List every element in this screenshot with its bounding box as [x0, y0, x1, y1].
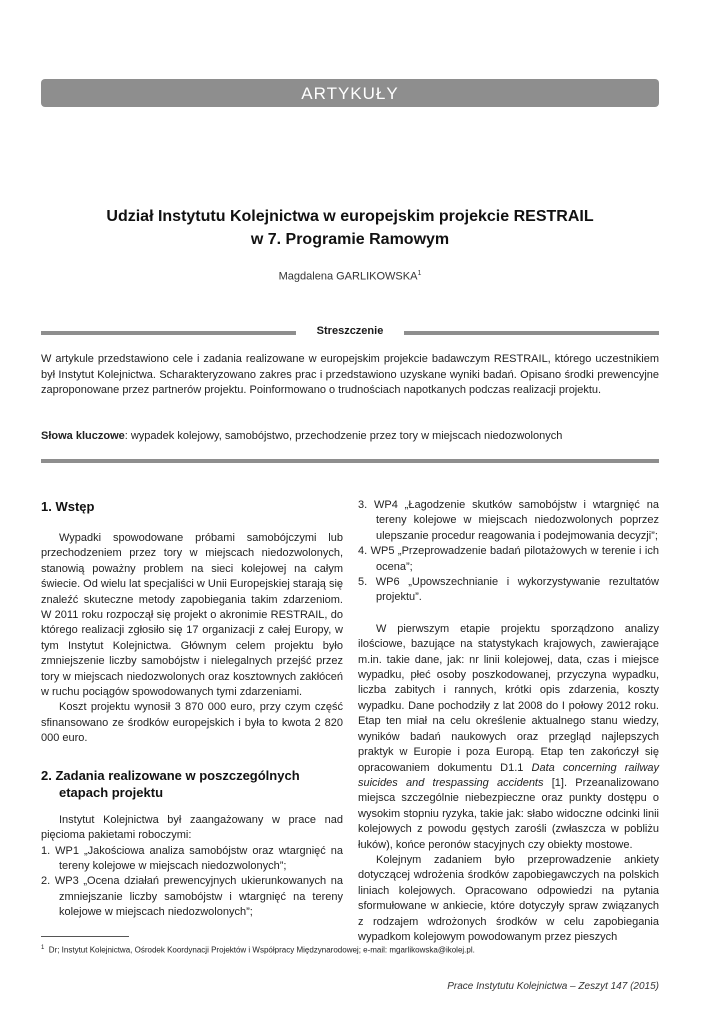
- footnote-text: Dr; Instytut Kolejnictwa, Ośrodek Koordynacji Projektów i Współpracy Międzynarodowej; e-mail: mgarlikowska@ikolej.pl.: [48, 945, 475, 955]
- intro-paragraph-2: Koszt projektu wynosił 3 870 000 euro, przy czym część sfinansowano ze środków europejskich i była to kwota 2 820 000 euro.: [41, 701, 343, 745]
- author-footnote-mark: 1: [417, 270, 422, 277]
- document-title: Data concerning railway suicides and trespassing accidents: [358, 761, 659, 789]
- footnote: [41, 945, 659, 955]
- analysis-text-b: [1]. Przeanalizowano miejsca szczególnie niebezpieczne oraz punkty dostępu o wysokim stopniu ryzyka, takie jak: słabo widoczne odcinki linii kolejowych z powodu gęstych zarośli (zwłaszcza w pobliżu łuków), końce peronów stacyjnych czy obiekty mostowe.: [358, 776, 660, 851]
- keywords-text: : wypadek kolejowy, samobójstwo, przechodzenie przez tory w miejscach niedozwolonych: [124, 430, 563, 442]
- footnote-mark: 1: [41, 945, 45, 951]
- keywords-label: Słowa kluczowe: [41, 430, 125, 442]
- article-title: [41, 205, 659, 251]
- right-column: [358, 498, 659, 945]
- list-item: 3. WP4 „Łagodzenie skutków samobójstw i wtargnięć na tereny kolejowe w miejscach niedozwolonych poprzez ulepszanie procedur reagowania i podejmowania decyzji”;: [358, 499, 659, 542]
- footnote-rule: [41, 936, 129, 937]
- abstract-heading-label: Streszczenie: [316, 325, 384, 337]
- tasks-paragraph: Instytut Kolejnictwa był zaangażowany w prace nad pięcioma pakietami roboczymi:: [41, 813, 343, 842]
- keywords: [41, 429, 659, 444]
- abstract-heading: [41, 325, 659, 339]
- intro-paragraph-1: Wypadki spowodowane próbami samobójczymi lub przechodzeniem przez tory w miejscach niedozwolonych, stanowią poważny problem na sieci kolejowej na całym świecie. Od wielu lat specjaliści w Unii Europejskiej starają się znaleźć skuteczne metody zapobiegania takim zdarzeniom. W 2011 roku rozpoczął się projekt o akronimie RESTRAIL, do którego realizacji zgłosiło się 17 organizacji z całej Europy, w tym Instytut Kolejnictwa. Głównym celem projektu było zmniejszenie liczby samobójstw i nielegalnych przejść przez tory w miejscach niedozwolonych oraz kosztownych zakłóceń w ruchu pociągów spowodowanych tymi zdarzeniami.: [41, 532, 344, 699]
- list-item: 4. WP5 „Przeprowadzenie badań pilotażowych w terenie i ich ocena”;: [358, 545, 659, 573]
- abstract: [41, 352, 659, 399]
- divider-right: [404, 331, 659, 335]
- section-heading-tasks-line-2: etapach projektu: [59, 784, 164, 800]
- section-heading-tasks-line-1: 2. Zadania realizowane w poszczególnych: [41, 767, 300, 783]
- left-column: [41, 498, 343, 921]
- title-line-2: w 7. Programie Ramowym: [250, 231, 450, 248]
- title-line-1: Udział Instytutu Kolejnictwa w europejskim projekcie RESTRAIL: [106, 208, 594, 225]
- section-heading-tasks: [41, 767, 343, 801]
- list-item: 1. WP1 „Jakościowa analiza samobójstw oraz wtargnięć na tereny kolejowe w miejscach niedozwolonych”;: [41, 844, 343, 872]
- author-name: Magdalena GARLIKOWSKA: [278, 270, 418, 283]
- list-item: 2. WP3 „Ocena działań prewencyjnych ukierunkowanych na zmniejszanie liczby samobójstw i wtargnięć na tereny kolejowe w miejscach niedozwolonych”;: [41, 875, 343, 919]
- section-banner: ARTYKUŁY: [41, 79, 659, 107]
- author: [41, 270, 659, 283]
- analysis-paragraph: [358, 622, 659, 853]
- analysis-text-a: W pierwszym etapie projektu sporządzono analizy ilościowe, bazujące na statystykach krajowych, zawierające m.in. takie dane, jak: nr linii kolejowej, data, czas i miejsce wypadku, płeć osoby poszkodowanej, przyczyna wypadku, liczba zabitych i rannych, krótki opis zdarzenia, koszty wypadku. Dane pochodziły z lat 2008 do I połowy 2012 roku. Etap ten miał na celu określenie aktualnego stanu wiedzy, wyników badań naukowych oraz przegląd najlepszych praktyk w Europie i poza Europą. Etap ten zakończył się opracowaniem dokumentu D1.1: [358, 622, 659, 774]
- abstract-text: W artykule przedstawiono cele i zadania realizowane w europejskim projekcie badawczym RESTRAIL, którego uczestnikiem był Instytut Kolejnictwa. Scharakteryzowano zakres prac i przedstawiono uzyskane wyniki badań. Opisano środki prewencyjne zaproponowane przez partnerów projektu. Poinformowano o trudnościach napotkanych podczas realizacji projektu.: [41, 353, 659, 396]
- survey-paragraph: Kolejnym zadaniem było przeprowadzenie ankiety dotyczącej wdrożenia środków zapobiegawczych na polskich liniach kolejowych. Opracowano odpowiedzi na pytania sformułowane w ankiecie, które dotyczyły spraw związanych z rodzajem wdrożonych środków w celu zapobiegania wypadkom kolejowym powodowanym przez pieszych: [358, 853, 659, 943]
- section-divider: [41, 459, 659, 463]
- section-heading-intro: 1. Wstęp: [41, 499, 95, 514]
- page-footer: Prace Instytutu Kolejnictwa – Zeszyt 147 (2015): [447, 981, 659, 992]
- list-item: 5. WP6 „Upowszechnianie i wykorzystywanie rezultatów projektu”.: [358, 576, 659, 604]
